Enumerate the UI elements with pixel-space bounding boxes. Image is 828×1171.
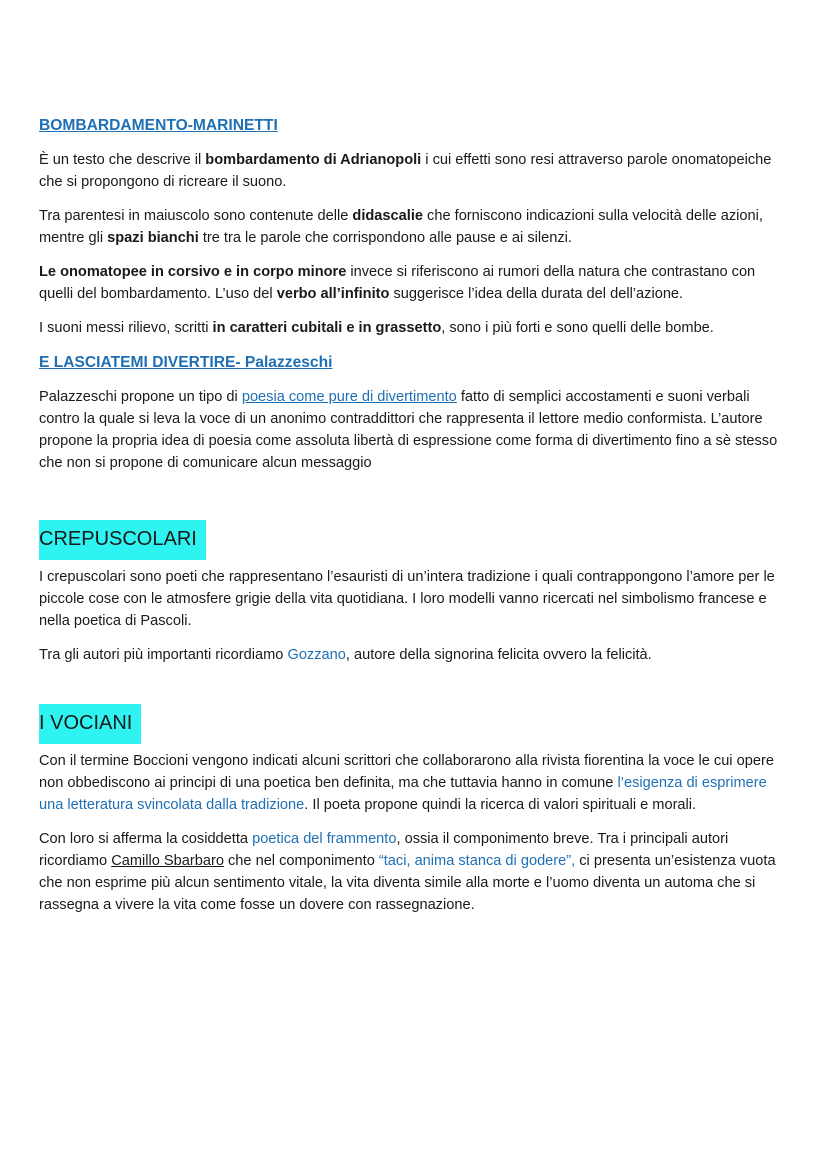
heading-lasciatemi-divertire: E LASCIATEMI DIVERTIRE- Palazzeschi — [39, 354, 333, 371]
paragraph: Tra parentesi in maiuscolo sono contenute delle didascalie che forniscono indicazioni sulla velocità delle azioni, mentre gli spazi bianchi tre tra le parole che corrispondono alle pause e ai silenzi. — [39, 208, 763, 246]
highlighted-phrase: poetica del frammento — [252, 831, 397, 847]
quoted-title: “taci, anima stanca di godere”, — [378, 853, 576, 869]
author-name: Camillo Sbarbaro — [111, 853, 224, 869]
paragraph: Tra gli autori più importanti ricordiamo Gozzano, autore della signorina felicita ovvero la felicità. — [39, 647, 652, 663]
paragraph: Palazzeschi propone un tipo di poesia come pure di divertimento fatto di semplici accostamenti e suoni verbali contro la quale si leva la voce di un anonimo contraddittori che rappresenta il lettore medio conformista. L’autore propone la propria idea di poesia come assoluta libertà di espressione come forma di divertimento fino a sè stesso che non si propone di comunicare alcun messaggio — [39, 389, 778, 471]
heading-bombardamento: BOMBARDAMENTO-MARINETTI — [39, 117, 278, 134]
heading-crepuscolari: CREPUSCOLARI — [39, 520, 206, 560]
section-crepuscolari — [39, 520, 789, 666]
section-bombardamento — [39, 115, 789, 339]
link-gozzano[interactable]: Gozzano — [287, 647, 346, 663]
paragraph: I suoni messi rilievo, scritti in caratteri cubitali e in grassetto, sono i più forti e sono quelli delle bombe. — [39, 320, 714, 336]
paragraph: È un testo che descrive il bombardamento di Adrianopoli i cui effetti sono resi attraverso parole onomatopeiche che si propongono di ricreare il suono. — [39, 152, 772, 190]
highlighted-phrase: l’esigenza di esprimere una letteratura svincolata dalla tradizione — [39, 775, 767, 813]
section-vociani — [39, 704, 789, 916]
paragraph: Le onomatopee in corsivo e in corpo minore invece si riferiscono ai rumori della natura che contrastano con quelli del bombardamento. L’uso del verbo all’infinito suggerisce l’idea della durata del dell’azione. — [39, 264, 756, 302]
link-poesia-divertimento[interactable]: poesia come pure di divertimento — [241, 389, 457, 405]
section-lasciatemi-divertire — [39, 352, 789, 474]
paragraph: Con il termine Boccioni vengono indicati alcuni scrittori che collaborarono alla rivista fiorentina la voce le cui opere non obbediscono ai principi di una poetica ben definita, ma che tuttavia hanno in comune l’esigenza di esprimere una letteratura svincolata dalla tradizione. Il poeta propone quindi la ricerca di valori spirituali e morali. — [39, 753, 774, 813]
paragraph: I crepuscolari sono poeti che rappresentano l’esauristi di un’intera tradizione i quali contrappongono l’amore per le piccole cose con le atmosfere grigie della vita quotidiana. I loro modelli vanno ricercati nel simbolismo francese e nella poetica di Pascoli. — [39, 569, 775, 629]
paragraph: Con loro si afferma la cosiddetta poetica del frammento, ossia il componimento breve. Tra i principali autori ricordiamo Camillo Sbarbaro che nel componimento “taci, anima stanca di godere”, ci presenta un’esistenza vuota che non esprime più alcun sentimento vitale, la vita diventa simile alla morte e l’uomo diventa un automa che si rassegna a vivere la vita come fosse un dovere con rassegnazione. — [39, 831, 776, 913]
heading-vociani: I VOCIANI — [39, 704, 141, 744]
